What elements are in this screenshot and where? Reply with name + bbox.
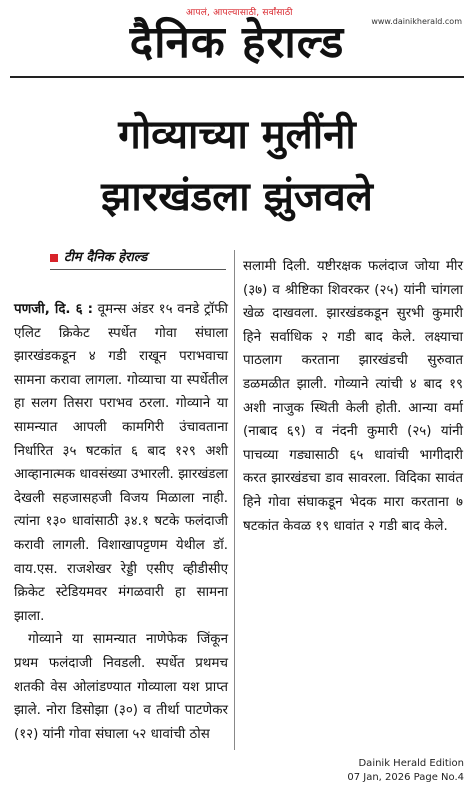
edition-date-page: 07 Jan, 2026 Page No.4 bbox=[347, 772, 464, 783]
article-paragraph-1 bbox=[14, 298, 228, 628]
column-divider bbox=[234, 250, 235, 750]
byline-square-icon bbox=[50, 254, 58, 262]
masthead-tagline: आपलं, आपल्यासाठी, सर्वांसाठी bbox=[186, 8, 293, 18]
byline-text: टीम दैनिक हेराल्ड bbox=[64, 250, 148, 265]
masthead bbox=[0, 0, 474, 74]
article-paragraph-2-continued: सलामी दिली. यष्टीरक्षक फलंदाज जोया मीर (३७) व श्रीष्टिका शिवरकर (२५) यांनी चांगला खेळ दाखवला. झारखंडकडून सुरभी कुमारी हिने सर्वाधिक २ गडी बाद केले. लक्ष्याचा पाठलाग करताना झारखंडची सुरुवात डळमळीत झाली. गोव्याने त्यांची ४ बाद १९ अशी नाजुक स्थिती केली होती. आन्या वर्मा (नाबाद ६९) व नंदनी कुमारी (२५) यांनी पाचव्या गड्यासाठी ६५ धावांची भागीदारी करत झारखंडचा डाव सावरला. विदिका सावंत हिने गोवा संघाकडून भेदक मारा करताना ७ षटकांत केवळ १९ धावांत २ गडी बाद केले. bbox=[243, 259, 463, 534]
edition-info bbox=[347, 757, 464, 785]
website-url[interactable]: www.dainikherald.com bbox=[371, 17, 462, 26]
byline-underline bbox=[50, 269, 226, 270]
dateline: पणजी, दि. ६ : bbox=[14, 302, 93, 317]
masthead-divider bbox=[10, 76, 464, 78]
paragraph-1-text: वूमन्स अंडर १५ वनडे ट्रॉफी एलिट क्रिकेट स्पर्धेत गोवा संघाला झारखंडकडून ४ गडी राखून पराभवाचा सामना करावा लागला. गोव्याचा या स्पर्धेतील हा सलग तिसरा पराभव ठरला. गोव्याने या सामन्यात आपली कामगिरी उंचावताना निर्धारित ३५ षटकांत ६ बाद १२९ अशी आव्हानात्मक धावसंख्या उभारली. झारखंडला देखली सहजासहजी विजय मिळाला नाही. त्यांना १३० धावांसाठी ३४.१ षटके फलंदाजी करावी लागली. विशाखापट्टणम येथील डॉ. वाय.एस. राजशेखर रेड्डी एसीए व्हीडीसीए क्रिकेट स्टेडियमवर मंगळवारी हा सामना झाला. bbox=[14, 302, 228, 624]
headline-line-2: झारखंडला झुंजवले bbox=[101, 174, 373, 220]
article-column-left bbox=[14, 298, 228, 746]
article-headline bbox=[0, 104, 474, 228]
byline bbox=[50, 248, 226, 270]
article-paragraph-2: गोव्याने या सामन्यात नाणेफेक जिंकून प्रथम फलंदाजी निवडली. स्पर्धेत प्रथमच शतकी वेस ओलांडण्यात गोव्याला यश प्राप्त झाले. नोरा डिसोझा (३०) व तीर्था पाटणेकर (१२) यांनी गोवा संघाला ५२ धावांची ठोस bbox=[14, 632, 228, 742]
edition-name: Dainik Herald Edition bbox=[358, 758, 464, 769]
newspaper-name: दैनिक हेराल्ड bbox=[129, 17, 345, 68]
article-column-right bbox=[243, 255, 463, 538]
headline-line-1: गोव्याच्या मुलींनी bbox=[118, 112, 356, 158]
